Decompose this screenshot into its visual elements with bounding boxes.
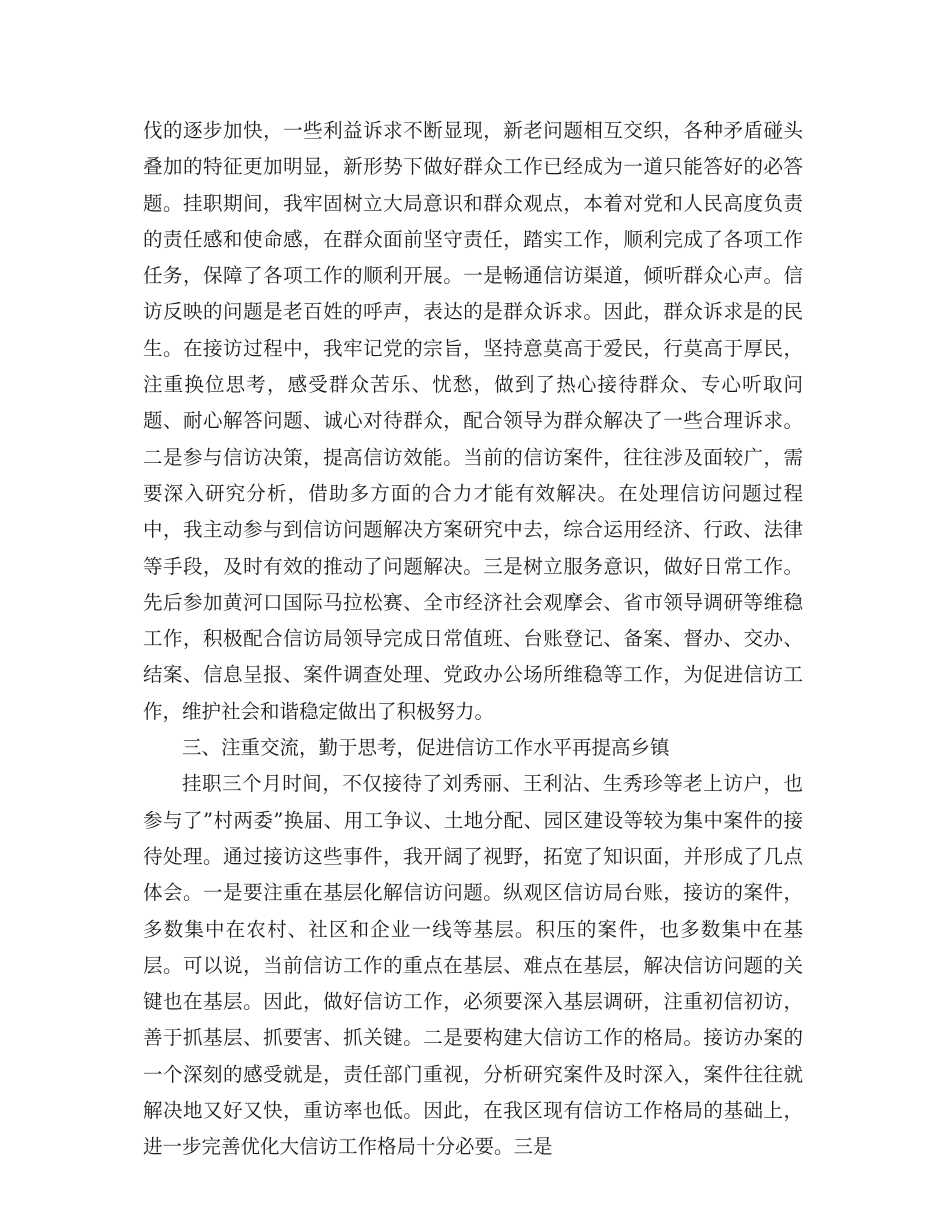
- section-heading-3: 三、注重交流，勤于思考，促进信访工作水平再提高乡镇: [182, 736, 670, 760]
- body-paragraph-2: 挂职三个月时间，不仅接待了刘秀丽、王利沾、生秀珍等老上访户，也参与了”村两委”换届、用工争议、土地分配、园区建设等较为集中案件的接待处理。通过接访这些事件，我开阔了视野，拓宽了知识面，并形成了几点体会。一是要注重在基层化解信访问题。纵观区信访局台账，接访的案件，多数集中在农村、社区和企业一线等基层。积压的案件，也多数集中在基层。可以说，当前信访工作的重点在基层、难点在基层，解决信访问题的关键也在基层。因此，做好信访工作，必须要深入基层调研，注重初信初访，善于抓基层、抓要害、抓关键。二是要构建大信访工作的格局。接访办案的一个深刻的感受就是，责任部门重视，分析研究案件及时深入，案件往往就解决地又好又快，重访率也低。因此，在我区现有信访工作格局的基础上，进一步完善优化大信访工作格局十分必要。三是: [143, 772, 803, 1159]
- body-paragraph-1: 伐的逐步加快，一些利益诉求不断显现，新老问题相互交织，各种矛盾碰头叠加的特征更加明显，新形势下做好群众工作已经成为一道只能答好的必答题。挂职期间，我牢固树立大局意识和群众观点，本着对党和人民高度负责的责任感和使命感，在群众面前坚守责任，踏实工作，顺利完成了各项工作任务，保障了各项工作的顺利开展。一是畅通信访渠道，倾听群众心声。信访反映的问题是老百姓的呼声，表达的是群众诉求。因此，群众诉求是的民生。在接访过程中，我牢记党的宗旨，坚持意莫高于爱民，行莫高于厚民，注重换位思考，感受群众苦乐、忧愁，做到了热心接待群众、专心听取问题、耐心解答问题、诚心对待群众，配合领导为群众解决了一些合理诉求。二是参与信访决策，提高信访效能。当前的信访案件，往往涉及面较广，需要深入研究分析，借助多方面的合力才能有效解决。在处理信访问题过程中，我主动参与到信访问题解决方案研究中去，综合运用经济、行政、法律等手段，及时有效的推动了问题解决。三是树立服务意识，做好日常工作。先后参加黄河口国际马拉松赛、全市经济社会观摩会、省市领导调研等维稳工作，积极配合信访局领导完成日常值班、台账登记、备案、督办、交办、结案、信息呈报、案件调查处理、党政办公场所维稳等工作，为促进信访工作，维护社会和谐稳定做出了积极努力。: [143, 119, 803, 723]
- document-page: [143, 113, 803, 1166]
